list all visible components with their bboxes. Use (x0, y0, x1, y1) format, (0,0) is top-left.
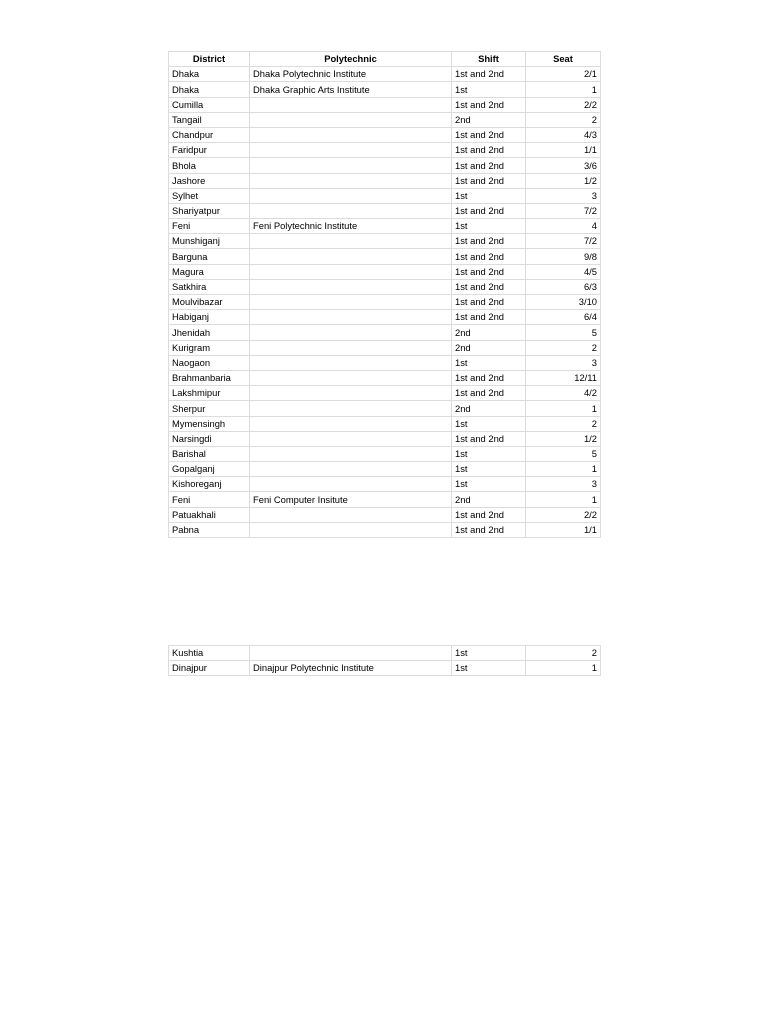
cell-polytechnic (250, 386, 452, 401)
cell-district: Narsingdi (169, 431, 250, 446)
cell-polytechnic (250, 97, 452, 112)
table-row (169, 203, 601, 218)
cell-shift: 1st (452, 646, 526, 661)
cell-district: Moulvibazar (169, 295, 250, 310)
cell-district: Chandpur (169, 127, 250, 142)
table-row (169, 401, 601, 416)
cell-shift: 1st and 2nd (452, 507, 526, 522)
cell-shift: 1st and 2nd (452, 203, 526, 218)
cell-seat: 1 (526, 82, 601, 97)
table-row (169, 219, 601, 234)
header-district: District (169, 52, 250, 67)
cell-seat: 2/2 (526, 507, 601, 522)
cell-polytechnic (250, 112, 452, 127)
table-row (169, 431, 601, 446)
cell-shift: 2nd (452, 325, 526, 340)
cell-seat: 3 (526, 188, 601, 203)
cell-polytechnic (250, 249, 452, 264)
cell-polytechnic (250, 234, 452, 249)
table-row (169, 112, 601, 127)
seat-table (168, 51, 601, 538)
cell-shift: 1st and 2nd (452, 279, 526, 294)
cell-seat: 2/1 (526, 67, 601, 82)
cell-shift: 1st (452, 416, 526, 431)
cell-shift: 1st and 2nd (452, 431, 526, 446)
cell-seat: 2/2 (526, 97, 601, 112)
header-row (169, 52, 601, 67)
cell-shift: 1st (452, 661, 526, 676)
cell-district: Jashore (169, 173, 250, 188)
cell-polytechnic (250, 310, 452, 325)
cell-polytechnic (250, 264, 452, 279)
cell-district: Gopalganj (169, 462, 250, 477)
cell-seat: 1 (526, 401, 601, 416)
cell-seat: 1/1 (526, 143, 601, 158)
table-row (169, 522, 601, 537)
cell-polytechnic (250, 143, 452, 158)
cell-seat: 3/6 (526, 158, 601, 173)
cell-polytechnic (250, 188, 452, 203)
cell-district: Sylhet (169, 188, 250, 203)
table-row (169, 97, 601, 112)
cell-shift: 1st and 2nd (452, 370, 526, 385)
cell-district: Munshiganj (169, 234, 250, 249)
table-row (169, 127, 601, 142)
cell-seat: 1/2 (526, 431, 601, 446)
cell-shift: 1st and 2nd (452, 522, 526, 537)
cell-district: Patuakhali (169, 507, 250, 522)
cell-shift: 1st and 2nd (452, 386, 526, 401)
cell-district: Kushtia (169, 646, 250, 661)
cell-shift: 1st and 2nd (452, 249, 526, 264)
cell-district: Dinajpur (169, 661, 250, 676)
cell-seat: 3 (526, 477, 601, 492)
header-seat: Seat (526, 52, 601, 67)
table-row (169, 386, 601, 401)
cell-seat: 1 (526, 462, 601, 477)
table-row (169, 462, 601, 477)
cell-polytechnic (250, 431, 452, 446)
cell-polytechnic: Dhaka Polytechnic Institute (250, 67, 452, 82)
cell-shift: 1st and 2nd (452, 173, 526, 188)
table-row (169, 234, 601, 249)
table-body (169, 67, 601, 538)
cell-polytechnic (250, 446, 452, 461)
table-row (169, 355, 601, 370)
cell-district: Dhaka (169, 82, 250, 97)
table-row (169, 416, 601, 431)
cell-polytechnic (250, 325, 452, 340)
cell-polytechnic (250, 355, 452, 370)
cell-district: Jhenidah (169, 325, 250, 340)
cell-district: Sherpur (169, 401, 250, 416)
table-row (169, 446, 601, 461)
table-row (169, 188, 601, 203)
cell-shift: 1st and 2nd (452, 310, 526, 325)
table-row (169, 279, 601, 294)
cell-seat: 5 (526, 325, 601, 340)
cell-district: Barguna (169, 249, 250, 264)
cell-shift: 1st (452, 477, 526, 492)
cell-shift: 1st (452, 446, 526, 461)
cell-district: Magura (169, 264, 250, 279)
cell-shift: 2nd (452, 401, 526, 416)
cell-district: Bhola (169, 158, 250, 173)
table-row (169, 507, 601, 522)
cell-polytechnic (250, 522, 452, 537)
cell-shift: 1st and 2nd (452, 158, 526, 173)
cell-polytechnic (250, 203, 452, 218)
cell-seat: 3/10 (526, 295, 601, 310)
cell-polytechnic (250, 477, 452, 492)
table-row (169, 492, 601, 507)
cell-shift: 1st and 2nd (452, 264, 526, 279)
cell-shift: 1st and 2nd (452, 143, 526, 158)
cell-shift: 1st (452, 188, 526, 203)
cell-shift: 2nd (452, 112, 526, 127)
table-row (169, 158, 601, 173)
cell-district: Kurigram (169, 340, 250, 355)
cell-polytechnic: Feni Computer Insitute (250, 492, 452, 507)
cell-shift: 1st (452, 355, 526, 370)
table-row (169, 67, 601, 82)
table-row (169, 646, 601, 661)
cell-shift: 1st (452, 462, 526, 477)
cell-district: Feni (169, 492, 250, 507)
cell-district: Mymensingh (169, 416, 250, 431)
cell-seat: 2 (526, 416, 601, 431)
header-polytechnic: Polytechnic (250, 52, 452, 67)
table-row (169, 340, 601, 355)
table-row (169, 264, 601, 279)
cell-seat: 1 (526, 492, 601, 507)
table-body-continued (169, 646, 601, 676)
cell-district: Naogaon (169, 355, 250, 370)
cell-seat: 4/3 (526, 127, 601, 142)
cell-district: Cumilla (169, 97, 250, 112)
cell-district: Habiganj (169, 310, 250, 325)
table-row (169, 661, 601, 676)
cell-shift: 1st and 2nd (452, 127, 526, 142)
cell-seat: 9/8 (526, 249, 601, 264)
table-row (169, 310, 601, 325)
cell-seat: 4/2 (526, 386, 601, 401)
cell-polytechnic (250, 173, 452, 188)
cell-district: Satkhira (169, 279, 250, 294)
cell-district: Brahmanbaria (169, 370, 250, 385)
cell-seat: 5 (526, 446, 601, 461)
cell-polytechnic: Feni Polytechnic Institute (250, 219, 452, 234)
cell-seat: 1/1 (526, 522, 601, 537)
table-row (169, 477, 601, 492)
cell-polytechnic (250, 295, 452, 310)
cell-polytechnic (250, 158, 452, 173)
cell-polytechnic: Dinajpur Polytechnic Institute (250, 661, 452, 676)
cell-seat: 1/2 (526, 173, 601, 188)
cell-shift: 1st and 2nd (452, 234, 526, 249)
cell-shift: 1st and 2nd (452, 67, 526, 82)
cell-seat: 4 (526, 219, 601, 234)
table-row (169, 82, 601, 97)
cell-shift: 2nd (452, 340, 526, 355)
cell-seat: 6/3 (526, 279, 601, 294)
cell-district: Tangail (169, 112, 250, 127)
cell-polytechnic (250, 127, 452, 142)
header-shift: Shift (452, 52, 526, 67)
cell-district: Barishal (169, 446, 250, 461)
cell-polytechnic (250, 340, 452, 355)
cell-district: Pabna (169, 522, 250, 537)
cell-polytechnic: Dhaka Graphic Arts Institute (250, 82, 452, 97)
cell-polytechnic (250, 370, 452, 385)
cell-seat: 3 (526, 355, 601, 370)
cell-district: Feni (169, 219, 250, 234)
cell-seat: 7/2 (526, 234, 601, 249)
cell-district: Faridpur (169, 143, 250, 158)
cell-district: Shariyatpur (169, 203, 250, 218)
cell-shift: 2nd (452, 492, 526, 507)
cell-seat: 7/2 (526, 203, 601, 218)
cell-seat: 2 (526, 646, 601, 661)
cell-seat: 1 (526, 661, 601, 676)
table-row (169, 173, 601, 188)
cell-polytechnic (250, 646, 452, 661)
cell-polytechnic (250, 401, 452, 416)
cell-seat: 2 (526, 340, 601, 355)
cell-polytechnic (250, 462, 452, 477)
cell-shift: 1st (452, 219, 526, 234)
cell-district: Kishoreganj (169, 477, 250, 492)
cell-polytechnic (250, 416, 452, 431)
cell-seat: 4/5 (526, 264, 601, 279)
cell-shift: 1st and 2nd (452, 295, 526, 310)
cell-seat: 6/4 (526, 310, 601, 325)
table-row (169, 249, 601, 264)
cell-polytechnic (250, 279, 452, 294)
cell-seat: 2 (526, 112, 601, 127)
cell-shift: 1st and 2nd (452, 97, 526, 112)
cell-seat: 12/11 (526, 370, 601, 385)
cell-district: Lakshmipur (169, 386, 250, 401)
cell-district: Dhaka (169, 67, 250, 82)
table-row (169, 325, 601, 340)
table-row (169, 143, 601, 158)
seat-table-continued (168, 645, 601, 676)
cell-shift: 1st (452, 82, 526, 97)
cell-polytechnic (250, 507, 452, 522)
table-row (169, 295, 601, 310)
table-row (169, 370, 601, 385)
